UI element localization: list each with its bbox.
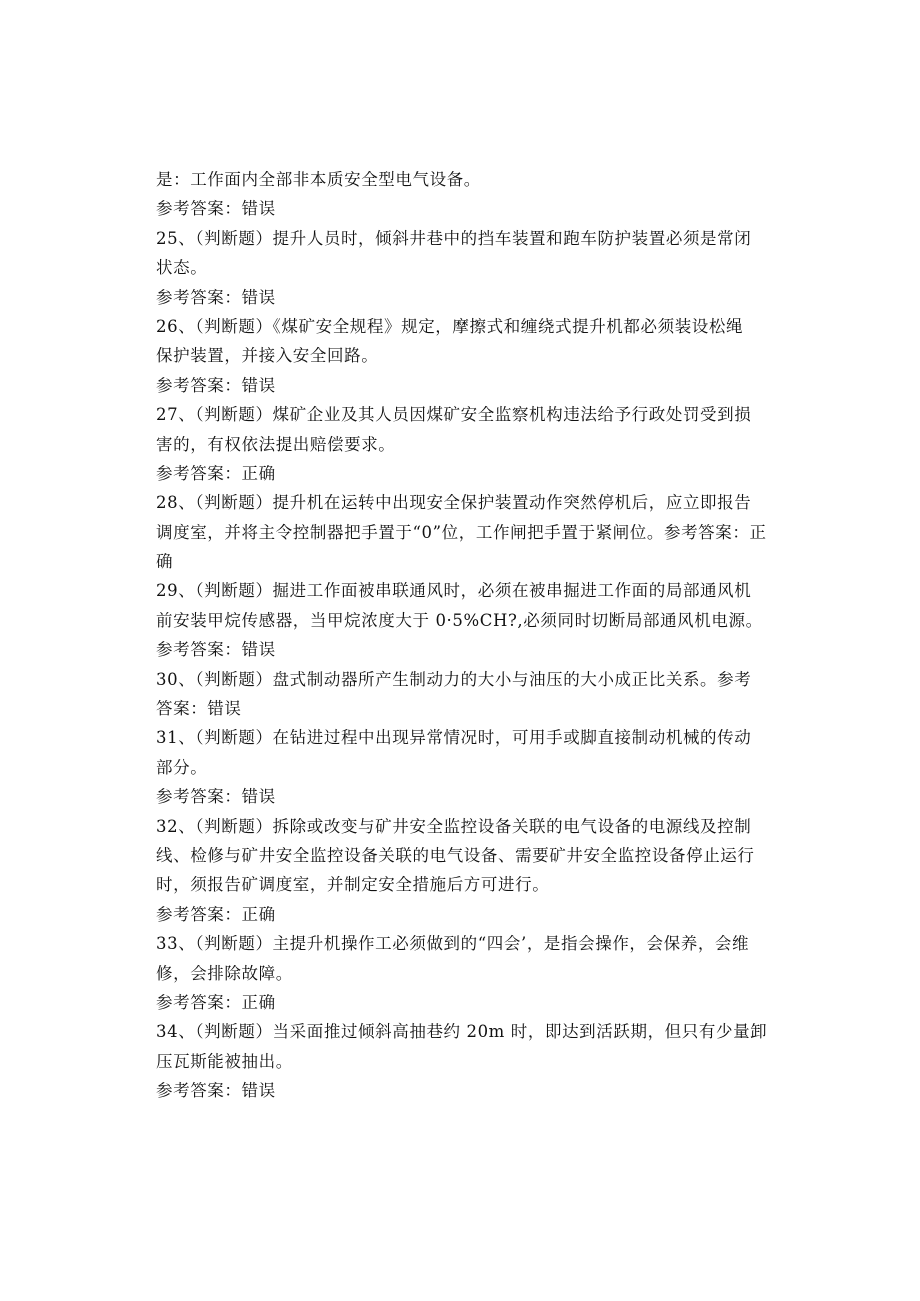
question-27: 27、（判断题）煤矿企业及其人员因煤矿安全监察机构违法给予行政处罚受到损 — [156, 405, 752, 425]
question-30: 30、（判断题）盘式制动器所产生制动力的大小与油压的大小成正比关系。参考 — [156, 669, 752, 689]
text-line: 调度室，并将主令控制器把手置于“0”位，工作闸把手置于紧闸位。参考答案：正 — [156, 522, 767, 542]
text-line: 保护装置，并接入安全回路。 — [156, 346, 379, 366]
text-line: 确 — [156, 552, 174, 572]
text-line: 时，须报告矿调度室，并制定安全措施后方可进行。 — [156, 875, 550, 895]
text-line: 压瓦斯能被抽出。 — [156, 1051, 293, 1071]
question-31: 31、（判断题）在钻进过程中出现异常情况时，可用手或脚直接制动机械的传动 — [156, 728, 752, 748]
answer-line: 参考答案：正确 — [156, 463, 276, 483]
text-line: 线、检修与矿井安全监控设备关联的电气设备、需要矿井安全监控设备停止运行 — [156, 845, 755, 865]
question-34: 34、（判断题）当采面推过倾斜高抽巷约 20m 时，即达到活跃期，但只有少量卸 — [156, 1022, 768, 1042]
question-28: 28、（判断题）提升机在运转中出现安全保护装置动作突然停机后，应立即报告 — [156, 493, 752, 513]
text-line: 是：工作面内全部非本质安全型电气设备。 — [156, 170, 481, 189]
question-33: 33、（判断题）主提升机操作工必须做到的“四会’，是指会操作，会保养，会维 — [156, 934, 750, 954]
text-line: 修，会排除故障。 — [156, 963, 293, 983]
question-26: 26、（判断题）《煤矿安全规程》规定，摩擦式和缠绕式提升机都必须装设松绳 — [156, 316, 744, 336]
answer-line: 参考答案：错误 — [156, 787, 276, 807]
answer-line: 参考答案：错误 — [156, 199, 276, 219]
answer-line: 参考答案：正确 — [156, 992, 276, 1012]
text-line: 害的，有权依法提出赔偿要求。 — [156, 434, 396, 454]
answer-line: 参考答案：错误 — [156, 1081, 276, 1101]
text-line: 答案：错误 — [156, 699, 242, 719]
answer-line: 参考答案：错误 — [156, 640, 276, 660]
answer-line: 参考答案：正确 — [156, 904, 276, 924]
question-25: 25、（判断题）提升人员时，倾斜井巷中的挡车装置和跑车防护装置必须是常闭 — [156, 228, 752, 248]
question-29: 29、（判断题）掘进工作面被串联通风时，必须在被串掘进工作面的局部通风机 — [156, 581, 752, 601]
answer-line: 参考答案：错误 — [156, 287, 276, 307]
text-line: 状态。 — [156, 258, 208, 278]
answer-line: 参考答案：错误 — [156, 375, 276, 395]
document-body — [156, 165, 766, 1106]
question-32: 32、（判断题）拆除或改变与矿井安全监控设备关联的电气设备的电源线及控制 — [156, 816, 752, 836]
text-line: 前安装甲烷传感器，当甲烷浓度大于 0·5%CH?,必须同时切断局部通风机电源。 — [156, 610, 763, 630]
text-line: 部分。 — [156, 757, 208, 777]
